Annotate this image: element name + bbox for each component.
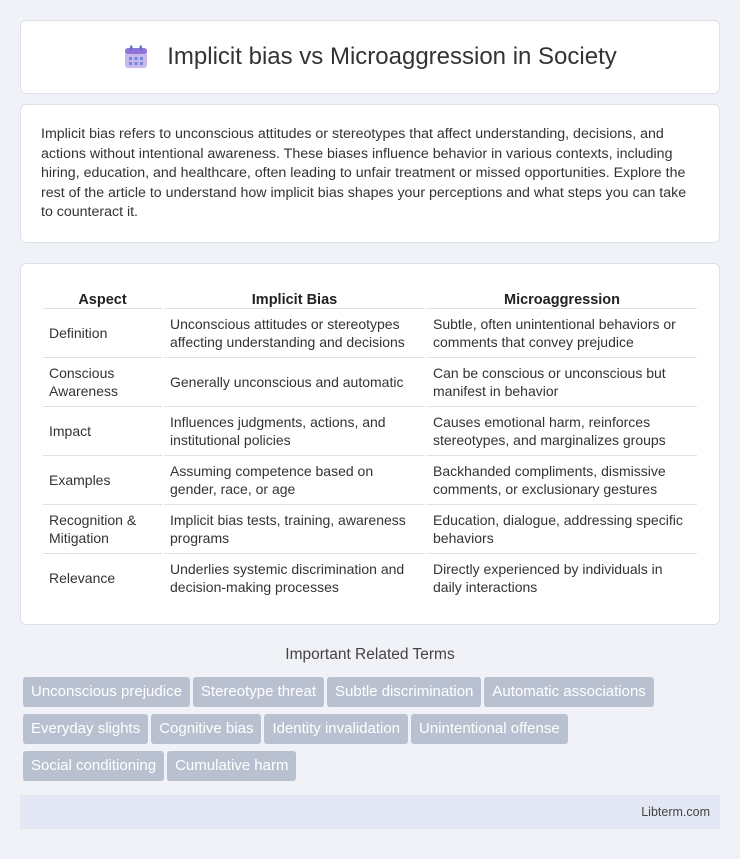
comparison-table-card: [20, 263, 720, 625]
comparison-table: [43, 286, 697, 602]
table-cell: Education, dialogue, addressing specific behaviors: [426, 504, 697, 553]
table-cell: Assuming competence based on gender, race, or age: [163, 455, 426, 504]
related-term-tag[interactable]: Social conditioning: [23, 751, 164, 781]
related-term-tag[interactable]: Cognitive bias: [151, 714, 261, 744]
table-cell: Can be conscious or unconscious but manifest in behavior: [426, 357, 697, 406]
table-cell: Causes emotional harm, reinforces stereotypes, and marginalizes groups: [426, 406, 697, 455]
footer: [20, 795, 720, 829]
table-cell: Subtle, often unintentional behaviors or comments that convey prejudice: [426, 308, 697, 357]
column-header-microaggression: Microaggression: [503, 291, 621, 308]
table-cell: Implicit bias tests, training, awareness programs: [163, 504, 426, 553]
related-term-tag[interactable]: Everyday slights: [23, 714, 148, 744]
related-term-tag[interactable]: Automatic associations: [484, 677, 653, 707]
table-cell: Unconscious attitudes or stereotypes affecting understanding and decisions: [163, 308, 426, 357]
table-cell: Recognition & Mitigation: [43, 504, 163, 553]
related-terms-title: Important Related Terms: [285, 646, 455, 663]
table-cell: Examples: [43, 455, 163, 504]
table-cell: Generally unconscious and automatic: [163, 357, 426, 406]
table-cell: Relevance: [43, 553, 163, 602]
table-row: [43, 406, 697, 455]
related-term-tag[interactable]: Identity invalidation: [264, 714, 408, 744]
column-header-implicit-bias: Implicit Bias: [163, 286, 426, 308]
table-cell: Definition: [43, 308, 163, 357]
related-term-tag[interactable]: Unconscious prejudice: [23, 677, 190, 707]
table-cell: Conscious Awareness: [43, 357, 163, 406]
table-cell: Backhanded compliments, dismissive comments, or exclusionary gestures: [426, 455, 697, 504]
related-term-tag[interactable]: Subtle discrimination: [327, 677, 481, 707]
table-cell: Directly experienced by individuals in daily interactions: [426, 553, 697, 602]
footer-site-link[interactable]: Libterm.com: [641, 805, 710, 819]
table-row: [43, 553, 697, 602]
table-row: [43, 357, 697, 406]
header-card: [20, 20, 720, 94]
intro-text: Implicit bias refers to unconscious attitudes or stereotypes that affect understanding, decisions, and actions without intentional awareness. These biases influence behavior in various contexts, including hiring, education, and healthcare, often leading to unfair treatment or missed opportunities. Explore the rest of the article to understand how implicit bias shapes your perceptions and what steps you can take to counteract it.: [41, 126, 687, 220]
column-header-aspect: Aspect: [43, 286, 163, 308]
table-cell: Influences judgments, actions, and institutional policies: [163, 406, 426, 455]
table-row: [43, 308, 697, 357]
related-terms-list: [23, 677, 723, 788]
related-term-tag[interactable]: Unintentional offense: [411, 714, 568, 744]
table-row: [43, 455, 697, 504]
related-term-tag[interactable]: Cumulative harm: [167, 751, 296, 781]
page-title: Implicit bias vs Microaggression in Society: [167, 43, 617, 70]
intro-card: [20, 104, 720, 243]
table-cell: Underlies systemic discrimination and decision-making processes: [163, 553, 426, 602]
calendar-grid-icon: [123, 44, 149, 70]
table-header-row: [43, 286, 697, 308]
table-cell: Impact: [43, 406, 163, 455]
table-row: [43, 504, 697, 553]
related-term-tag[interactable]: Stereotype threat: [193, 677, 324, 707]
